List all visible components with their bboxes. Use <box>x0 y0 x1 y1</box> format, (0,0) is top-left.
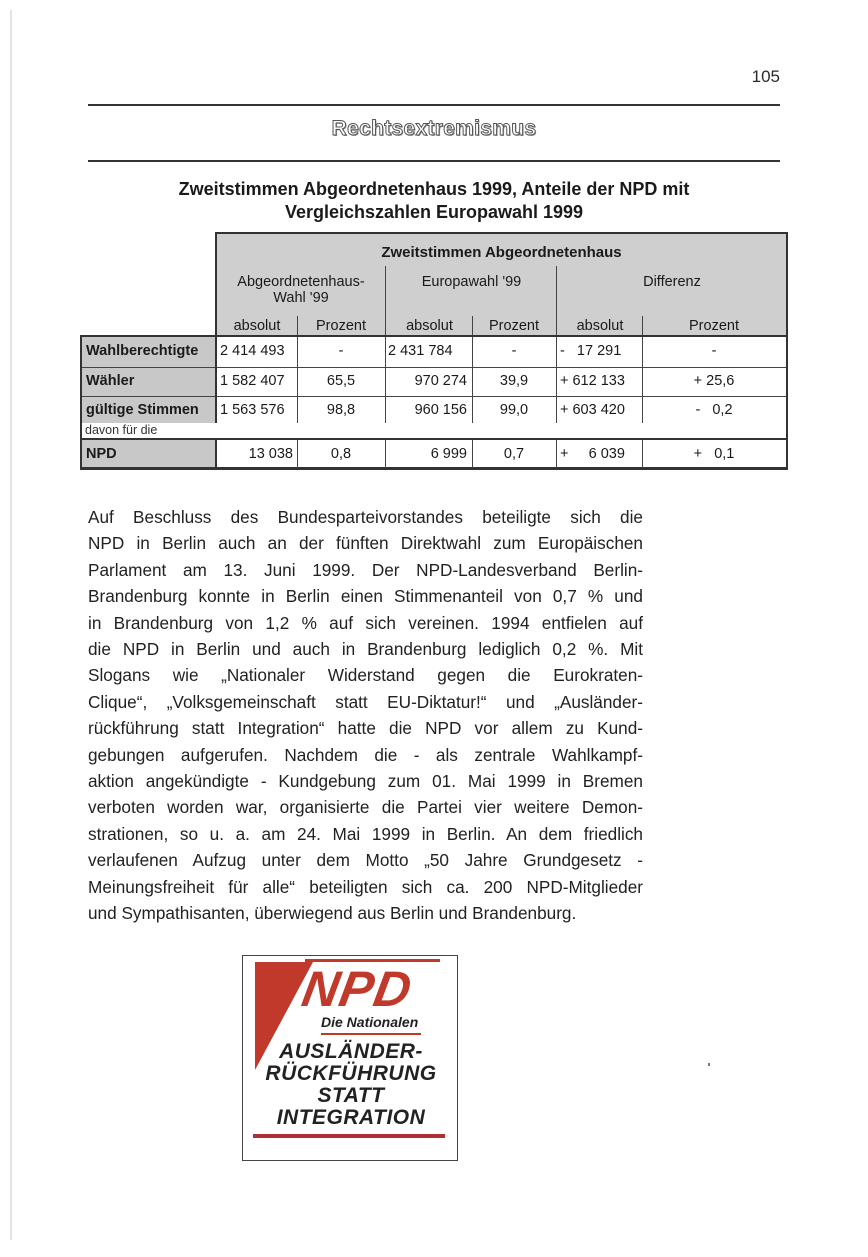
header-rule-top <box>88 104 780 106</box>
npd-poster-image <box>242 955 458 1161</box>
poster-footer-bar <box>253 1134 445 1138</box>
cell: - <box>511 343 517 359</box>
cell: 0,8 <box>330 446 352 462</box>
row-label-wahlberechtigte: Wahlberechtigte <box>86 343 199 359</box>
cell: + 0,1 <box>693 446 735 462</box>
divider <box>642 316 643 337</box>
poster-red-underline <box>321 1033 421 1035</box>
cell: 1 582 407 <box>220 373 285 389</box>
text-line: Slogans wie „Nationaler Widerstand gegen die Eurokraten- <box>88 665 643 686</box>
row-label-waehler: Wähler <box>86 373 135 389</box>
cell: + 612 133 <box>560 373 625 389</box>
divider <box>472 316 473 337</box>
cell: 0,7 <box>503 446 525 462</box>
row-divider <box>217 396 786 397</box>
text-line: Meinungsfreiheit für alle“ beteiligten sich ca. 200 NPD-Mitglieder <box>88 876 643 897</box>
cell: + 6 039 <box>560 446 625 462</box>
cell: - 17 291 <box>560 343 622 359</box>
text-line: Brandenburg konnte in Berlin einen Stimmenanteil von 0,7 % und <box>88 586 643 607</box>
poster-logo: NPD <box>298 961 417 1017</box>
results-table <box>80 230 792 482</box>
text-line: strationen, so u. a. am 24. Mai 1999 in Berlin. An dem friedlich <box>88 823 643 844</box>
subheader-prozent: Prozent <box>316 318 366 334</box>
davon-row <box>80 423 788 438</box>
subheader-absolut: absolut <box>233 318 281 334</box>
divider <box>297 316 298 337</box>
header-rule-bottom <box>88 160 780 162</box>
cell: 99,0 <box>499 402 529 418</box>
table-npd-row <box>215 438 788 470</box>
table-title <box>88 178 780 224</box>
poster-slogan-line: STATT <box>317 1084 385 1107</box>
page-scan-edge <box>10 10 12 1240</box>
text-line: und Sympathisanten, überwiegend aus Berlin und Brandenburg. <box>88 903 577 924</box>
cell: 1 563 576 <box>220 402 285 418</box>
scan-speck <box>708 1063 710 1066</box>
poster-slogan-line: RÜCKFÜHRUNG <box>265 1062 437 1085</box>
text-line: Parlament am 13. Juni 1999. Der NPD-Landesverband Berlin- <box>88 559 643 580</box>
poster-subtitle: Die Nationalen <box>321 1014 419 1030</box>
table-title-line1: Zweitstimmen Abgeordnetenhaus 1999, Anteile der NPD mit <box>178 179 690 199</box>
divider <box>556 337 557 425</box>
subheader-prozent: Prozent <box>489 318 539 334</box>
group-label-line1: Abgeordnetenhaus- <box>237 274 365 290</box>
text-line: verboten worden war, organisierte die Partei vier weitere Demon- <box>88 797 643 818</box>
row-labels <box>80 335 217 425</box>
divider <box>556 266 557 337</box>
text-line: in Brandenburg von 1,2 % auf sich vereinen. 1994 entfielen auf <box>88 612 643 633</box>
subheader-absolut: absolut <box>576 318 624 334</box>
group-label-line1: Differenz <box>643 274 701 290</box>
text-line: Clique“, „Volksgemeinschaft statt EU-Diktatur!“ und „Ausländer- <box>88 691 643 712</box>
table-title-line2: Vergleichszahlen Europawahl 1999 <box>284 202 584 222</box>
poster-slogan-line: AUSLÄNDER- <box>279 1040 423 1063</box>
cell: 960 156 <box>414 402 467 418</box>
table-header <box>215 232 788 337</box>
subheader-absolut: absolut <box>406 318 453 334</box>
cell: 39,9 <box>499 373 529 389</box>
divider <box>556 440 557 468</box>
row-label-npd: NPD <box>86 446 117 462</box>
text-line: die NPD in Berlin und auch in Brandenburg lediglich 0,2 %. Mit <box>88 639 643 660</box>
section-header: Rechtsextremismus <box>331 117 537 140</box>
header-group-abgeordnetenhaus <box>217 274 385 306</box>
row-divider <box>82 367 215 368</box>
cell: 2 431 784 <box>388 343 453 359</box>
group-label-line2: Wahl '99 <box>273 290 329 306</box>
text-line: verlaufenen Aufzug unter dem Motto „50 Jahre Grundgesetz - <box>88 850 643 871</box>
page-number: 105 <box>751 67 780 86</box>
row-label-npd-block <box>80 438 217 470</box>
text-line: Auf Beschluss des Bundesparteivorstandes beteiligte sich die <box>88 507 643 527</box>
cell: 13 038 <box>248 446 293 462</box>
body-paragraph <box>88 504 643 927</box>
divider <box>385 266 386 337</box>
cell: - 0,2 <box>695 402 733 418</box>
subheader-prozent: Prozent <box>689 318 739 334</box>
cell: - <box>711 343 717 359</box>
row-label-gueltige-stimmen: gültige Stimmen <box>86 402 199 418</box>
row-divider <box>217 367 786 368</box>
header-group-differenz <box>558 274 786 290</box>
cell: + 603 420 <box>560 402 625 418</box>
cell: 970 274 <box>414 373 467 389</box>
table-body <box>215 335 788 425</box>
row-divider <box>82 396 215 397</box>
davon-label: davon für die <box>85 423 158 437</box>
cell: - <box>338 343 344 359</box>
cell: + 25,6 <box>693 373 735 389</box>
cell: 98,8 <box>326 402 356 418</box>
cell: 65,5 <box>326 373 356 389</box>
poster-slogan-line: INTEGRATION <box>276 1106 426 1129</box>
header-group-europawahl <box>387 274 556 290</box>
text-line: aktion angekündigte - Kundgebung zum 01. Mai 1999 in Bremen <box>88 771 643 792</box>
text-line: gebungen aufgerufen. Nachdem die - als zentrale Wahlkampf- <box>88 744 643 765</box>
text-line: rückführung statt Integration“ hatte die NPD vor allem zu Kund- <box>88 718 643 739</box>
header-main: Zweitstimmen Abgeordnetenhaus <box>381 244 622 261</box>
cell: 2 414 493 <box>220 343 285 359</box>
group-label-line1: Europawahl '99 <box>421 274 522 290</box>
cell: 6 999 <box>430 446 467 462</box>
text-line: NPD in Berlin auch an der fünften Direktwahl zum Europäischen <box>88 533 643 554</box>
